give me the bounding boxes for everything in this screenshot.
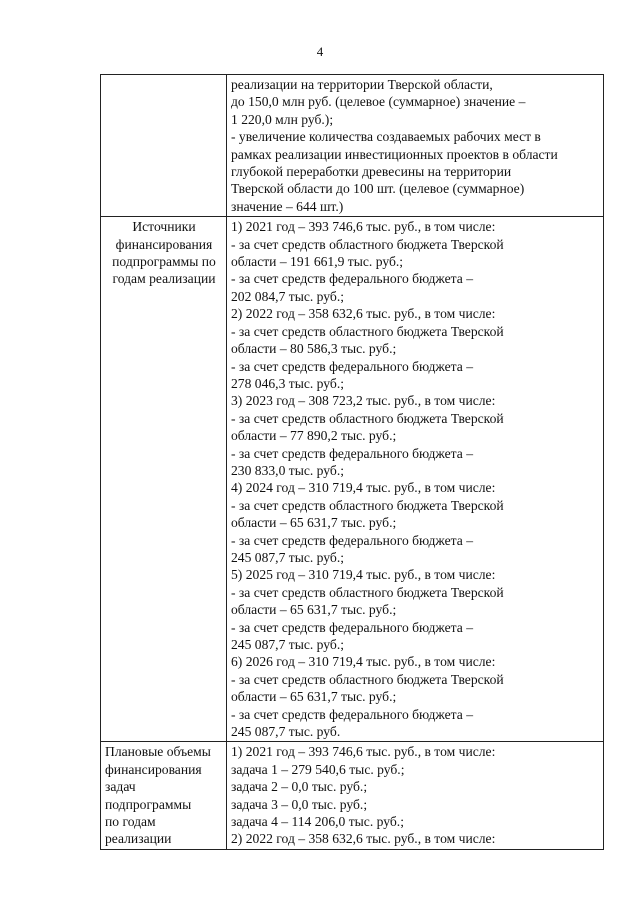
text-line: 245 087,7 тыс. руб.; [231,637,345,652]
label-line: подпрограммы [105,796,192,812]
text-line: - увеличение количества создаваемых рабочих мест в [231,129,541,145]
text-line: 1 220,0 млн руб.); [231,111,334,127]
label-line: Плановые объемы [105,744,211,760]
text-line: области – 65 631,7 тыс. руб.; [231,602,397,618]
planned-volumes-cell [227,742,604,849]
planned-volumes-label [101,742,227,849]
text-line: реализации на территории Тверской области, [231,77,493,92]
text-line: - за счет средств областного бюджета Тверской [231,584,504,600]
text-line: 245 087,7 тыс. руб. [231,724,341,740]
text-line: - за счет средств федерального бюджета – [231,619,474,635]
label-line: задач [105,779,136,795]
passport-table [100,74,604,850]
text-line: рамках реализации инвестиционных проектов в области [231,146,558,162]
text-line: области – 80 586,3 тыс. руб.; [231,341,397,357]
page-number: 4 [316,44,324,59]
label-line: финансирования [105,761,202,777]
label-line: подпрограммы по [112,254,216,270]
text-line: 245 087,7 тыс. руб.; [231,549,345,565]
table-row-funding-sources [101,217,604,742]
text-line: 4) 2024 год – 310 719,4 тыс. руб., в том числе: [231,480,496,496]
text-line: области – 191 661,9 тыс. руб.; [231,254,404,270]
text-line: 278 046,3 тыс. руб.; [231,375,345,391]
text-line: области – 65 631,7 тыс. руб.; [231,689,397,705]
text-line: - за счет средств областного бюджета Тверской [231,671,504,687]
text-line: - за счет средств областного бюджета Тверской [231,410,504,426]
label-line: по годам [105,814,156,830]
table-row-planned-volumes [101,742,604,849]
text-line: задача 2 – 0,0 тыс. руб.; [231,779,368,795]
text-line: - за счет средств областного бюджета Тверской [231,323,504,339]
text-line: глубокой переработки древесины на территории [231,164,512,180]
text-line: значение – 644 шт.) [231,198,344,214]
label-line: Источники [132,219,196,235]
text-line: задача 3 – 0,0 тыс. руб.; [231,796,368,812]
funding-sources-cell [227,217,604,742]
text-line: 1) 2021 год – 393 746,6 тыс. руб., в том числе: [231,744,496,760]
table-row-targets-continued [101,75,604,217]
funding-sources-label [101,217,227,742]
text-line: - за счет средств федерального бюджета – [231,532,474,548]
label-line: годам реализации [112,271,216,287]
text-line: - за счет средств областного бюджета Тверской [231,497,504,513]
text-line: области – 65 631,7 тыс. руб.; [231,515,397,531]
text-line: до 150,0 млн руб. (целевое (суммарное) значение – [231,94,526,110]
text-line: 3) 2023 год – 308 723,2 тыс. руб., в том числе: [231,393,496,409]
text-line: 2) 2022 год – 358 632,6 тыс. руб., в том числе: [231,306,496,322]
label-line: финансирования [115,236,213,252]
text-line: Тверской области до 100 шт. (целевое (суммарное) [231,181,525,197]
text-line: задача 4 – 114 206,0 тыс. руб.; [231,814,404,830]
row-label-empty [101,75,227,217]
text-line: - за счет средств федерального бюджета – [231,271,474,287]
text-line: области – 77 890,2 тыс. руб.; [231,428,397,444]
targets-cell [227,75,604,217]
text-line: - за счет средств федерального бюджета – [231,706,474,722]
label-line: реализации [105,831,172,847]
text-line: - за счет средств областного бюджета Тверской [231,236,504,252]
text-line: 1) 2021 год – 393 746,6 тыс. руб., в том числе: [231,219,496,235]
text-line: задача 1 – 279 540,6 тыс. руб.; [231,761,405,777]
text-line: 2) 2022 год – 358 632,6 тыс. руб., в том числе: [231,831,496,847]
text-line: - за счет средств федерального бюджета – [231,445,474,461]
text-line: 5) 2025 год – 310 719,4 тыс. руб., в том числе: [231,567,496,583]
text-line: 202 084,7 тыс. руб.; [231,288,345,304]
text-line: 230 833,0 тыс. руб.; [231,462,345,478]
text-line: - за счет средств федерального бюджета – [231,358,474,374]
text-line: 6) 2026 год – 310 719,4 тыс. руб., в том числе: [231,654,496,670]
